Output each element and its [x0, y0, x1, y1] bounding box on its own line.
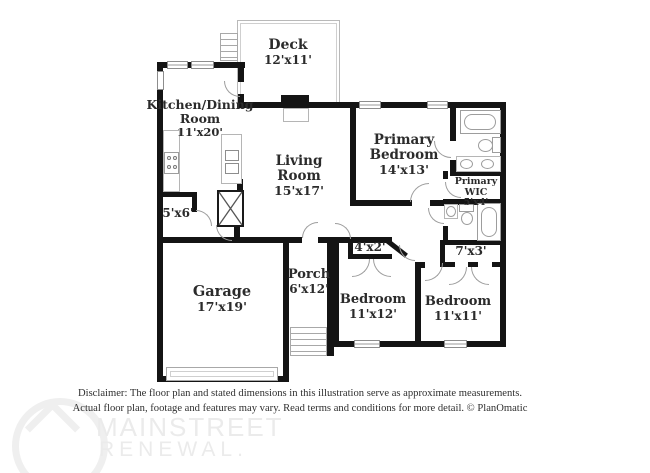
- toilet-tank: [492, 137, 501, 153]
- wall: [288, 237, 302, 243]
- wall: [415, 262, 425, 268]
- room-dims: 5'x4': [463, 197, 489, 209]
- room-label-bedroom-1: [333, 293, 413, 321]
- watermark-brand-bottom: RENEWAL.: [99, 438, 248, 461]
- fireplace-hearth: [283, 108, 309, 122]
- window: [191, 61, 214, 69]
- room-name: Primary Bedroom: [369, 132, 439, 164]
- room-label-kitchen-dining: [144, 98, 256, 139]
- room-label-garage: [172, 284, 272, 314]
- room-name: Porch: [287, 267, 331, 282]
- disclaimer-line-1: Disclaimer: The floor plan and stated dimensions in this illustration serve as approximate measurements.: [77, 388, 523, 399]
- disclaimer-line-2: Actual floor plan, footage and features may vary. Read terms and conditions for more detail. © PlanOmatic: [72, 402, 528, 414]
- wall: [450, 107, 456, 141]
- room-name: Bedroom: [339, 292, 407, 307]
- bathtub-basin: [464, 114, 496, 130]
- disclaimer: [0, 387, 600, 416]
- wall: [318, 237, 334, 243]
- room-name: Bedroom: [424, 294, 492, 309]
- wall: [283, 237, 289, 382]
- room-label-deck: [238, 38, 338, 67]
- fireplace: [281, 95, 309, 104]
- door-arc: [471, 267, 489, 285]
- room-label-primary-bedroom: [358, 133, 450, 177]
- room-name: Garage: [192, 283, 252, 300]
- room-dims: 6'x12': [289, 281, 329, 296]
- closet-label-7x3: [448, 245, 494, 258]
- room-dims: 15'x17': [274, 183, 324, 199]
- wall: [492, 262, 506, 267]
- porch-steps: [290, 327, 327, 356]
- deck-stairs: [220, 33, 238, 61]
- sink-basin: [225, 150, 239, 161]
- garage-door: [166, 367, 278, 381]
- bathtub-basin: [481, 207, 497, 237]
- hvac-unit-icon: [217, 190, 244, 227]
- wall: [157, 192, 197, 197]
- door-arc: [425, 263, 443, 281]
- wall: [333, 237, 339, 347]
- watermark-brand-top: MAINSTREET: [96, 412, 284, 442]
- door-arc: [428, 208, 444, 224]
- sink-basin: [481, 159, 494, 169]
- room-label-primary-wic: [449, 177, 503, 209]
- room-dims: 11'x20': [177, 125, 223, 139]
- room-label-bedroom-2: [418, 295, 498, 323]
- wall: [234, 226, 240, 238]
- door-arc-front-door: [302, 222, 318, 238]
- room-label-porch: [287, 268, 331, 296]
- door-arc: [335, 223, 351, 239]
- closet-dims: 7'x3': [455, 244, 487, 258]
- room-name: Deck: [268, 37, 308, 53]
- window: [167, 61, 188, 69]
- window: [157, 71, 164, 90]
- closet-dims: 4'x2': [354, 240, 386, 254]
- door-arc: [373, 259, 391, 277]
- room-dims: 11'x11': [434, 308, 482, 323]
- toilet-bowl: [461, 212, 473, 225]
- door-arc: [196, 210, 212, 226]
- room-name: Kitchen/Dining Room: [146, 97, 254, 126]
- window: [359, 101, 381, 109]
- closet-label-4x2: [350, 241, 390, 254]
- wall: [350, 200, 412, 206]
- door-arc: [410, 183, 429, 202]
- closet-label-5x6: [160, 207, 196, 220]
- door-arc: [449, 267, 467, 285]
- room-name: Living Room: [275, 153, 323, 185]
- door-arc: [224, 81, 240, 97]
- room-name: Primary WIC: [454, 176, 498, 198]
- window: [444, 340, 467, 348]
- sink-basin: [460, 159, 473, 169]
- room-dims: 17'x19': [197, 299, 247, 315]
- sink-basin: [225, 163, 239, 174]
- wall: [350, 105, 356, 206]
- room-dims: 12'x11': [264, 52, 312, 67]
- door-arc: [352, 259, 370, 277]
- bathtub: [460, 110, 501, 134]
- room-dims: 11'x12': [349, 306, 397, 321]
- window: [354, 340, 380, 348]
- toilet-bowl: [478, 139, 493, 152]
- garage-door-inner-line: [170, 371, 274, 377]
- stove: [164, 152, 179, 174]
- door-arc: [399, 245, 415, 261]
- window: [427, 101, 448, 109]
- room-dims: 14'x13': [379, 162, 429, 178]
- closet-dims: 5'x6': [162, 206, 194, 220]
- room-label-living: [267, 154, 331, 198]
